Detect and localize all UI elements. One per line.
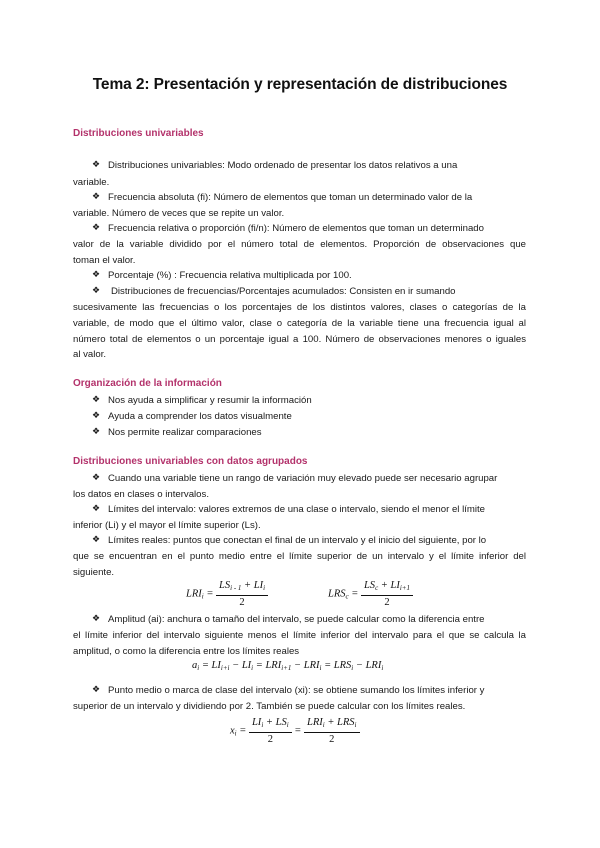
section-heading-univariables: Distribuciones univariables — [73, 128, 204, 139]
formula-numerator — [216, 579, 268, 596]
formula-subscript: i+1 — [281, 664, 292, 672]
bullet-icon: ❖ — [92, 426, 101, 436]
bullet-icon: ❖ — [92, 269, 101, 279]
formula-fraction — [361, 579, 413, 609]
formula-equals: = — [348, 588, 361, 600]
text-line: Frecuencia relativa o proporción (fi/n): Número de elementos que toman un determinado — [108, 223, 484, 234]
bullet-icon: ❖ — [92, 285, 101, 295]
formula-term: LI — [253, 580, 264, 591]
text-line: Distribuciones univariables: Modo ordenado de presentar los datos relativos a una — [108, 160, 458, 171]
formula-term: = LI — [201, 660, 221, 671]
formula-symbol: x — [230, 725, 235, 737]
text-line: Distribuciones de frecuencias/Porcentajes acumulados: Consisten en ir sumando — [111, 286, 456, 297]
formula-midpoint — [230, 716, 360, 746]
formula-fraction — [216, 579, 268, 609]
formula-symbol: LRS — [328, 588, 346, 600]
text-line: Punto medio o marca de clase del intervalo (xi): se obtiene sumando los límites inferior y — [108, 685, 485, 696]
list-item: Ayuda a comprender los datos visualmente — [108, 411, 292, 422]
formula-term: − LRI — [291, 660, 320, 671]
formula-term: + LRS — [324, 717, 355, 728]
formula-denominator: 2 — [239, 597, 245, 608]
text-line: superior de un intervalo y dividiendo por 2. También se puede calcular con los límites reales. — [73, 701, 466, 712]
formula-subscript: i — [197, 664, 200, 672]
formula-fraction — [249, 716, 292, 746]
formula-operator: + — [378, 580, 391, 591]
formula-lri — [186, 579, 268, 609]
formula-subscript: i — [261, 721, 264, 729]
formula-term: LRI — [307, 717, 323, 728]
page-title: Tema 2: Presentación y representación de distribuciones — [92, 76, 508, 93]
list-item: Nos ayuda a simplificar y resumir la información — [108, 395, 312, 406]
bullet-icon: ❖ — [92, 613, 101, 623]
formula-equals: = — [291, 725, 304, 737]
formula-denominator: 2 — [267, 734, 273, 745]
formula-subscript: i+i — [220, 664, 230, 672]
formula-term: = LRS — [321, 660, 352, 671]
formula-subscript: c — [375, 584, 379, 592]
formula-subscript: i — [354, 721, 357, 729]
text-line: Límites del intervalo: valores extremos de una clase o intervalo, siendo el menor el límite — [108, 504, 486, 515]
formula-term: = LRI — [253, 660, 282, 671]
formula-subscript: i - 1 — [230, 584, 242, 592]
bullet-icon: ❖ — [92, 503, 101, 513]
text-line: Frecuencia absoluta (fi): Número de elementos que toman un determinado valor de la — [108, 192, 473, 203]
text-line: sucesivamente las frecuencias o los porcentajes de los distintos valores, clases o categorías de la — [73, 302, 526, 313]
formula-amplitude — [192, 660, 383, 672]
formula-subscript: i — [322, 721, 325, 729]
formula-subscript: i — [381, 664, 384, 672]
formula-subscript: i — [351, 664, 354, 672]
text-line: toman el valor. — [73, 255, 136, 266]
formula-subscript: i — [251, 664, 254, 672]
text-line: al valor. — [73, 349, 107, 360]
formula-subscript: i — [319, 664, 322, 672]
formula-subscript: i — [286, 721, 289, 729]
text-line: Límites reales: puntos que conectan el final de un intervalo y el inicio del siguiente, por lo — [108, 535, 487, 546]
formula-numerator — [249, 716, 292, 733]
formula-term: LI — [251, 717, 262, 728]
formula-numerator — [361, 579, 413, 596]
text-line: amplitud, o como la diferencia entre los límites reales — [73, 646, 300, 657]
text-line: que se encuentran en el punto medio entre el límite superior de un intervalo y el límite inferior del — [73, 551, 526, 562]
formula-denominator: 2 — [329, 734, 335, 745]
text-line: inferior (Li) y el mayor el límite superior (Ls). — [73, 520, 261, 531]
text-line: Amplitud (ai): anchura o tamaño del intervalo, se puede calcular como la diferencia entre — [108, 614, 485, 625]
bullet-icon: ❖ — [92, 394, 101, 404]
formula-numerator — [304, 716, 360, 733]
bullet-icon: ❖ — [92, 534, 101, 544]
section-heading-organizacion: Organización de la información — [73, 378, 222, 389]
text-line: variable, de modo que el último valor, clase o categoría de la variable tiene una frecuencia igual al — [73, 318, 526, 329]
text-line: valor de la variable dividido por el número total de elementos. Proporción de observaciones que — [73, 239, 526, 250]
formula-term: LS — [219, 580, 231, 591]
formula-term: LI — [390, 580, 400, 591]
formula-lrs — [328, 579, 413, 609]
formula-term: + LS — [263, 717, 287, 728]
formula-equals: = — [236, 725, 249, 737]
formula-operator: + — [241, 580, 254, 591]
formula-denominator: 2 — [384, 597, 390, 608]
text-line: Cuando una variable tiene un rango de variación muy elevado puede ser necesario agrupar — [108, 473, 498, 484]
formula-equals: = — [203, 588, 217, 600]
bullet-icon: ❖ — [92, 191, 101, 201]
bullet-icon: ❖ — [92, 159, 101, 169]
text-line: siguiente. — [73, 567, 115, 578]
formula-term: − LRI — [353, 660, 382, 671]
formula-term: − LI — [229, 660, 252, 671]
formula-subscript: i — [263, 584, 266, 592]
bullet-icon: ❖ — [92, 684, 101, 694]
text-line: los datos en clases o intervalos. — [73, 489, 209, 500]
section-heading-agrupados: Distribuciones univariables con datos agrupados — [73, 456, 308, 467]
formula-term: LS — [363, 580, 376, 591]
formula-subscript: c — [345, 592, 349, 601]
list-item: Nos permite realizar comparaciones — [108, 427, 262, 438]
formula-subscript: i+1 — [399, 584, 411, 592]
text-line: Porcentaje (%) : Frecuencia relativa multiplicada por 100. — [108, 270, 352, 281]
bullet-icon: ❖ — [92, 222, 101, 232]
text-line: número total de elementos o un porcentaje igual a 100. Número de observaciones menores o iguales — [73, 334, 526, 345]
bullet-icon: ❖ — [92, 472, 101, 482]
formula-symbol: LRI — [186, 588, 202, 600]
formula-fraction — [304, 716, 360, 746]
formula-symbol: a — [192, 660, 198, 671]
formula-subscript: i — [234, 729, 237, 738]
text-line: variable. Número de veces que se repite un valor. — [73, 208, 285, 219]
text-line: el límite inferior del intervalo siguiente menos el límite inferior del intervalo para el que se calcula la — [73, 630, 526, 641]
bullet-icon: ❖ — [92, 410, 101, 420]
formula-subscript: i — [201, 592, 204, 601]
text-line: variable. — [73, 177, 110, 188]
